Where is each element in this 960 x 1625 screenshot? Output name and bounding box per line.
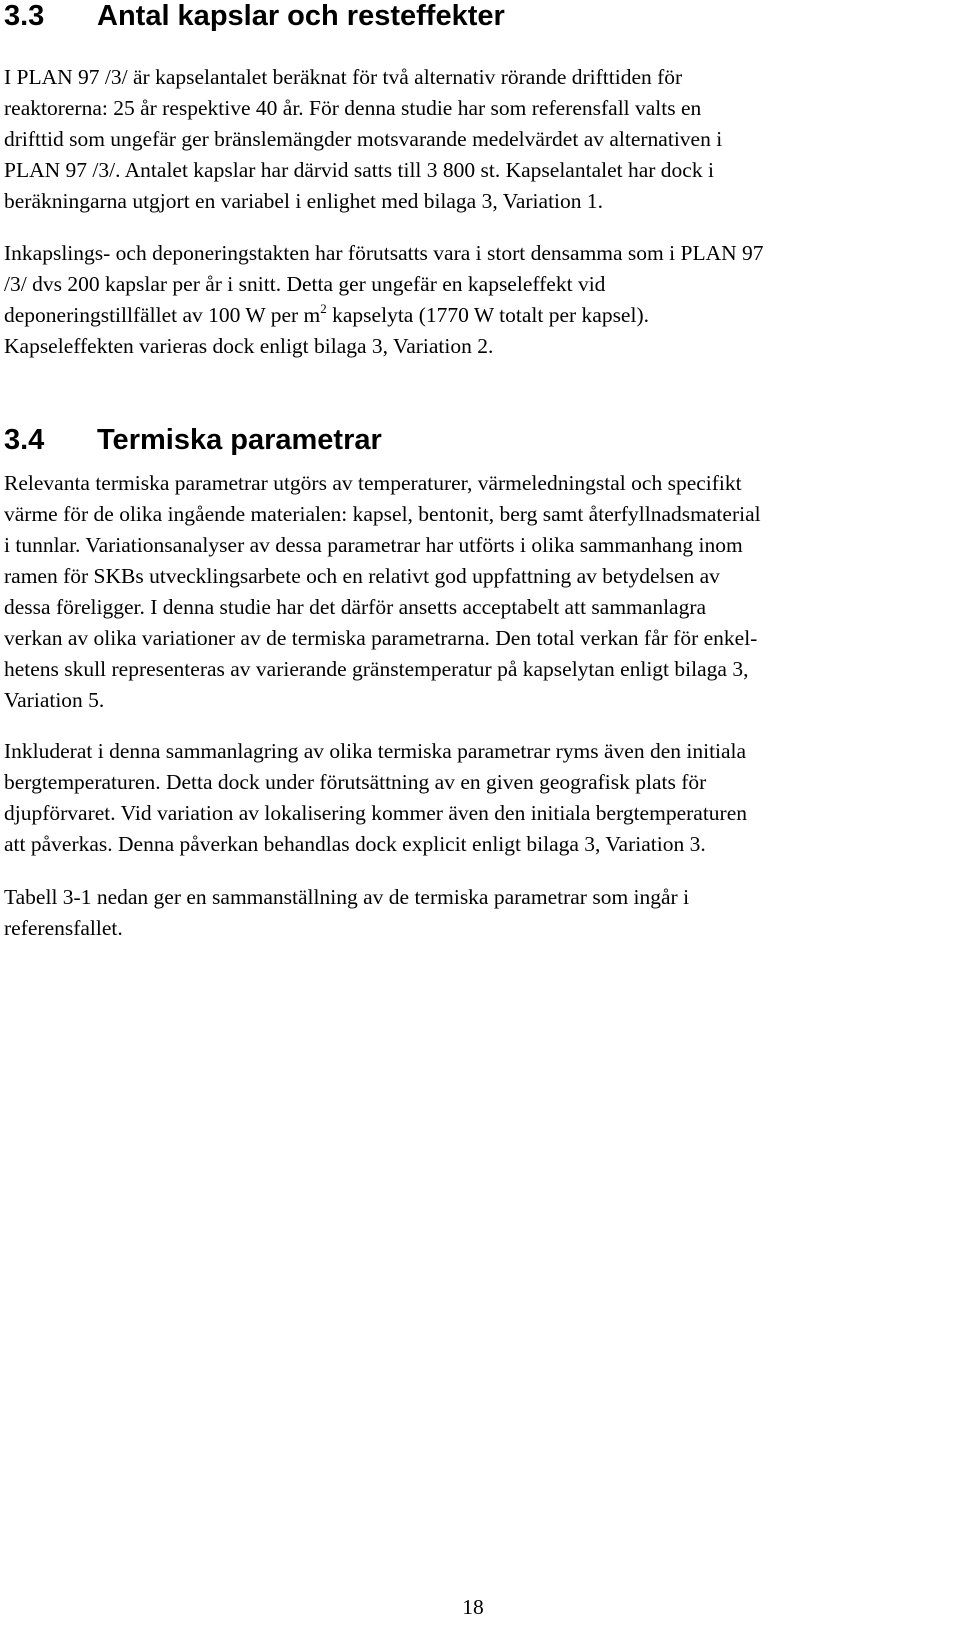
section-number: 3.4 (4, 424, 45, 456)
paragraph-deponeringstakt (4, 238, 942, 362)
text-line: Inkapslings- och deponeringstakten har förutsatts vara i stort densamma som i PLAN 97 (4, 241, 764, 265)
text-line: PLAN 97 /3/. Antalet kapslar har därvid satts till 3 800 st. Kapselantalet har dock i (4, 158, 714, 182)
text-line: I PLAN 97 /3/ är kapselantalet beräknat för två alternativ rörande drifttiden för (4, 65, 683, 89)
page-number: 18 (462, 1595, 484, 1619)
text-line: Tabell 3-1 nedan ger en sammanställning av de termiska parametrar som ingår i (4, 885, 690, 909)
paragraph-termiska-parametrar (4, 468, 942, 716)
text-line: djupförvaret. Vid variation av lokalisering kommer även den initiala bergtemperaturen (4, 801, 747, 825)
text-line: bergtemperaturen. Detta dock under förutsättning av en given geografisk plats för (4, 770, 707, 794)
text-segment: kapselyta (1770 W totalt per kapsel). (326, 303, 649, 327)
text-line: /3/ dvs 200 kapslar per år i snitt. Detta ger ungefär en kapseleffekt vid (4, 272, 606, 296)
text-line: referensfallet. (4, 916, 123, 940)
text-line: Kapseleffekten varieras dock enligt bilaga 3, Variation 2. (4, 334, 494, 358)
section-heading-3-4 (4, 423, 382, 457)
text-line: verkan av olika variationer av de termiska parametrarna. Den total verkan får för enkel- (4, 626, 758, 650)
superscript: 2 (320, 301, 327, 316)
text-line: beräkningarna utgjort en variabel i enlighet med bilaga 3, Variation 1. (4, 189, 604, 213)
section-title: Antal kapslar och resteffekter (97, 0, 505, 32)
paragraph-kapselantal (4, 62, 942, 217)
section-title: Termiska parametrar (97, 424, 382, 456)
text-line: Variation 5. (4, 688, 105, 712)
text-segment: deponeringstillfället av 100 W per m (4, 303, 321, 327)
paragraph-tabellreferens (4, 882, 942, 944)
text-line: Inkluderat i denna sammanlagring av olika termiska parametrar ryms även den initiala (4, 739, 747, 763)
text-line (4, 300, 942, 331)
paragraph-bergtemperatur (4, 736, 942, 860)
section-number: 3.3 (4, 0, 45, 32)
section-heading-3-3 (4, 0, 505, 33)
text-line: att påverkas. Denna påverkan behandlas dock explicit enligt bilaga 3, Variation 3. (4, 832, 706, 856)
text-line: dessa föreligger. I denna studie har det därför ansetts acceptabelt att sammanlagra (4, 595, 707, 619)
text-line: hetens skull representeras av varierande gränstemperatur på kapselytan enligt bilaga 3, (4, 657, 749, 681)
text-line: i tunnlar. Variationsanalyser av dessa parametrar har utförts i olika sammanhang inom (4, 533, 743, 557)
text-line: Relevanta termiska parametrar utgörs av temperaturer, värmeledningstal och specifikt (4, 471, 742, 495)
text-line: reaktorerna: 25 år respektive 40 år. För denna studie har som referensfall valts en (4, 96, 702, 120)
text-line: ramen för SKBs utvecklingsarbete och en relativt god uppfattning av betydelsen av (4, 564, 720, 588)
text-line: drifttid som ungefär ger bränslemängder motsvarande medelvärdet av alternativen i (4, 127, 723, 151)
text-line: värme för de olika ingående materialen: kapsel, bentonit, berg samt återfyllnadsmaterial (4, 502, 761, 526)
